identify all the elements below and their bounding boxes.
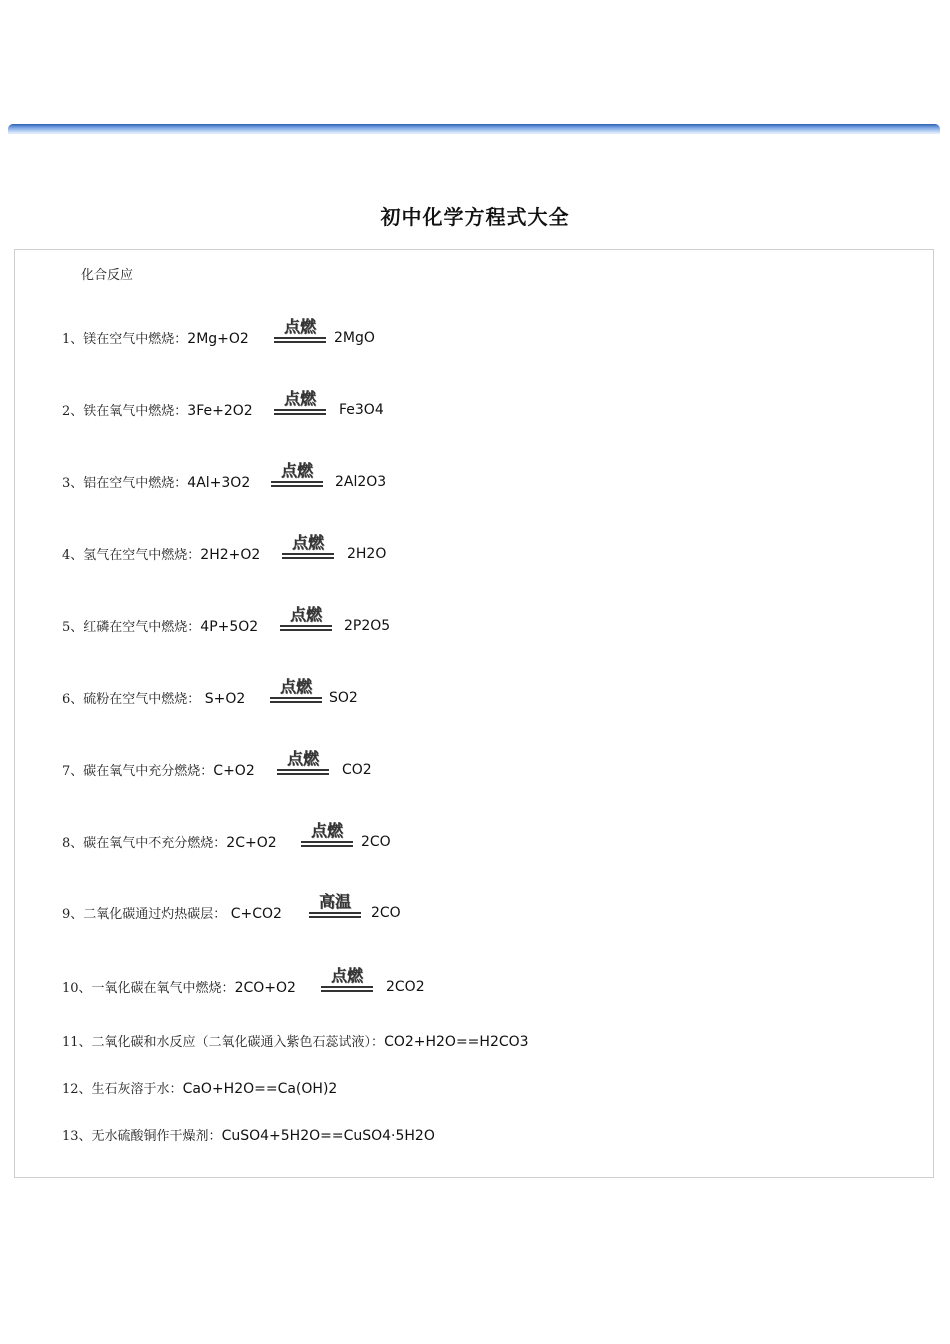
reaction-arrow <box>274 316 326 346</box>
equation-number: 1、 <box>62 332 84 347</box>
equation-reactants: C+O2 <box>213 763 255 779</box>
equation-row <box>62 892 401 922</box>
reaction-arrow <box>271 460 323 490</box>
equation-row <box>62 389 384 419</box>
equation-number: 13、 <box>62 1129 92 1144</box>
equation-description: 氢气在空气中燃烧： <box>83 548 201 563</box>
equation-number: 11、 <box>62 1035 92 1050</box>
equation-number: 4、 <box>62 548 84 563</box>
reaction-condition: 高温 <box>318 892 351 911</box>
equation-reactants: 2Mg+O2 <box>187 331 249 347</box>
equation-products: 2P2O5 <box>344 618 391 634</box>
reaction-condition: 点燃 <box>286 749 319 768</box>
reaction-arrow <box>301 820 353 850</box>
double-line-icon <box>282 553 334 559</box>
header-bar <box>8 124 940 134</box>
reaction-condition: 点燃 <box>283 389 316 408</box>
equation-description: 二氧化碳和水反应（二氧化碳通入紫色石蕊试液）： <box>91 1035 385 1050</box>
equation-description: 铝在空气中燃烧： <box>83 476 188 491</box>
equation-row <box>62 1078 337 1096</box>
reaction-arrow <box>270 676 322 706</box>
section-label: 化合反应 <box>81 268 134 283</box>
equation-row <box>62 1125 435 1143</box>
reaction-arrow <box>280 604 332 634</box>
equation-row <box>62 461 387 491</box>
reaction-arrow <box>277 748 329 778</box>
double-line-icon <box>271 481 323 487</box>
equation-formula: CaO+H2O==Ca(OH)2 <box>182 1081 338 1097</box>
equation-reactants: 3Fe+2O2 <box>187 403 253 419</box>
equation-products: SO2 <box>329 690 358 706</box>
equation-products: CO2 <box>342 762 372 778</box>
reaction-condition: 点燃 <box>280 461 313 480</box>
equation-description: 二氧化碳通过灼热碳层： <box>83 907 227 922</box>
equation-row <box>62 821 391 851</box>
equation-row <box>62 966 425 996</box>
equation-products: Fe3O4 <box>339 402 384 418</box>
equation-row <box>62 677 358 707</box>
double-line-icon <box>301 841 353 847</box>
equation-description: 铁在氧气中燃烧： <box>83 404 188 419</box>
equation-products: 2Al2O3 <box>335 474 387 490</box>
equation-row <box>62 533 387 563</box>
equation-number: 6、 <box>62 692 84 707</box>
equation-products: 2CO2 <box>386 979 425 995</box>
reaction-arrow <box>309 891 361 921</box>
equation-number: 9、 <box>62 907 84 922</box>
equation-formula: CuSO4+5H2O==CuSO4·5H2O <box>221 1128 435 1144</box>
equation-row <box>62 749 372 779</box>
equation-description: 无水硫酸铜作干燥剂： <box>91 1129 222 1144</box>
equation-number: 8、 <box>62 836 84 851</box>
reaction-arrow <box>282 532 334 562</box>
reaction-condition: 点燃 <box>291 533 324 552</box>
equation-reactants: 2H2+O2 <box>200 547 261 563</box>
reaction-condition: 点燃 <box>330 966 363 985</box>
reaction-arrow <box>321 965 373 995</box>
double-line-icon <box>280 625 332 631</box>
reaction-arrow <box>274 388 326 418</box>
equation-number: 5、 <box>62 620 84 635</box>
page-title: 初中化学方程式大全 <box>380 205 570 229</box>
equation-description: 生石灰溶于水： <box>91 1082 183 1097</box>
reaction-condition: 点燃 <box>283 317 316 336</box>
equation-reactants: 4Al+3O2 <box>187 475 251 491</box>
equation-description: 镁在空气中燃烧： <box>83 332 188 347</box>
double-line-icon <box>274 337 326 343</box>
double-line-icon <box>274 409 326 415</box>
equation-row <box>62 605 391 635</box>
equation-reactants: C+CO2 <box>226 906 282 922</box>
equation-number: 3、 <box>62 476 84 491</box>
reaction-condition: 点燃 <box>289 605 322 624</box>
equation-description: 碳在氧气中充分燃烧： <box>83 764 214 779</box>
equation-products: 2CO <box>371 905 401 921</box>
equation-description: 一氧化碳在氧气中燃烧： <box>91 981 235 996</box>
equation-description: 红磷在空气中燃烧： <box>83 620 201 635</box>
equation-products: 2H2O <box>347 546 387 562</box>
double-line-icon <box>321 986 373 992</box>
equation-products: 2CO <box>361 834 391 850</box>
reaction-condition: 点燃 <box>279 677 312 696</box>
equation-number: 10、 <box>62 981 92 996</box>
equation-description: 碳在氧气中不充分燃烧： <box>83 836 227 851</box>
equation-row <box>62 1031 529 1049</box>
equation-number: 2、 <box>62 404 84 419</box>
equation-reactants: 2CO+O2 <box>234 980 296 996</box>
equation-products: 2MgO <box>334 330 375 346</box>
double-line-icon <box>270 697 322 703</box>
equation-number: 7、 <box>62 764 84 779</box>
equation-number: 12、 <box>62 1082 92 1097</box>
equation-formula: CO2+H2O==H2CO3 <box>384 1034 529 1050</box>
equation-reactants: 2C+O2 <box>226 835 277 851</box>
double-line-icon <box>309 912 361 918</box>
equation-reactants: S+O2 <box>200 691 246 707</box>
reaction-condition: 点燃 <box>310 821 343 840</box>
equation-reactants: 4P+5O2 <box>200 619 259 635</box>
equation-row <box>62 317 375 347</box>
equation-description: 硫粉在空气中燃烧： <box>83 692 201 707</box>
double-line-icon <box>277 769 329 775</box>
